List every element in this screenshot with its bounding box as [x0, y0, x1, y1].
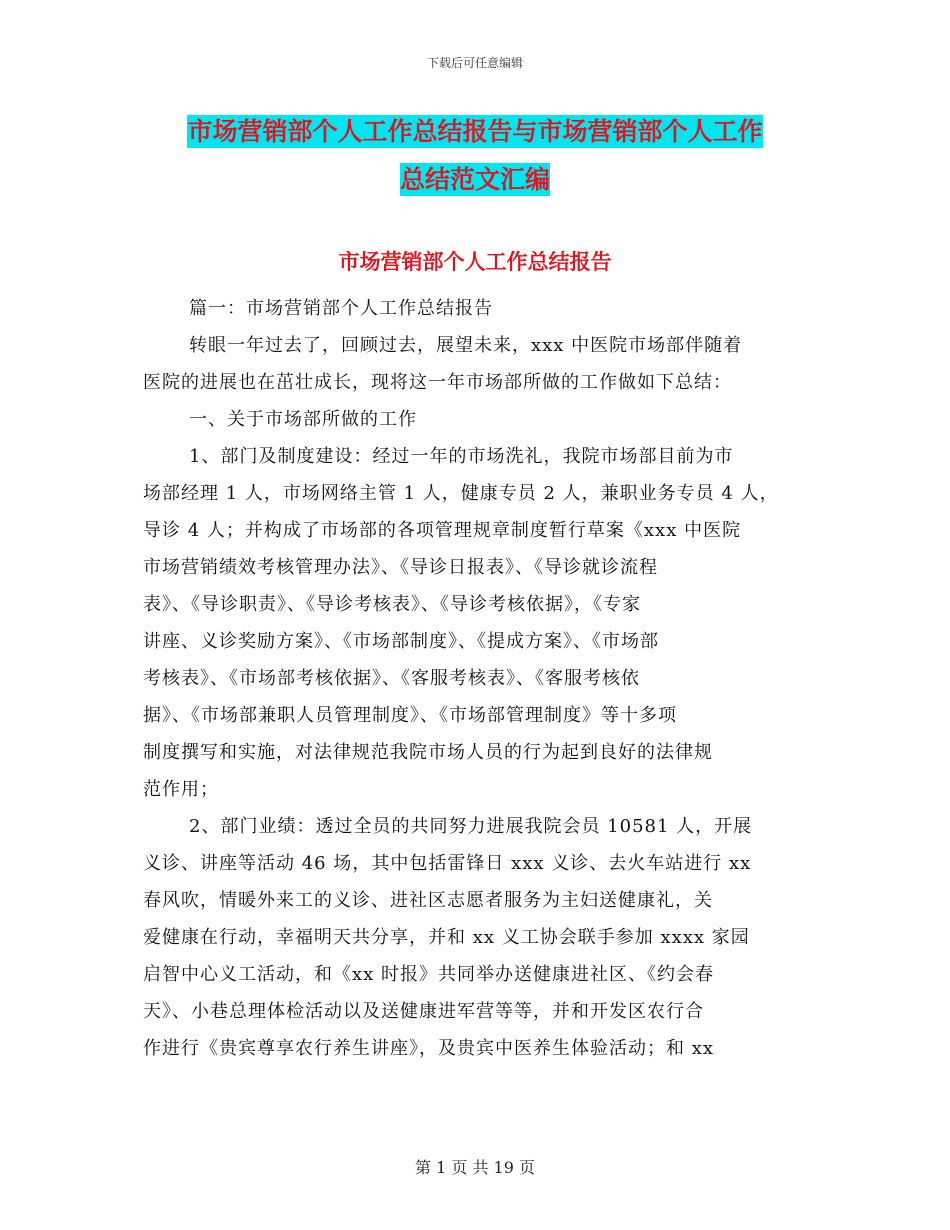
body-line: 市场营销绩效考核管理办法》、《导诊日报表》、《导诊就诊流程 — [143, 557, 658, 578]
body-line: 春风吹，情暖外来工的义诊、进社区志愿者服务为主妇送健康礼，关 — [143, 890, 713, 911]
body-line: 一、关于市场部所做的工作 — [189, 409, 417, 430]
section-title: 市场营销部个人工作总结报告 — [338, 250, 612, 274]
body-line: 考核表》、《市场部考核依据》、《客服考核表》、《客服考核依 — [143, 668, 640, 689]
body-line: 爱健康在行动，幸福明天共分享，并和 xx 义工协会联手参加 xxxx 家园 — [143, 927, 750, 948]
title-line-2: 总结范文汇编 — [399, 165, 550, 194]
body-line: 讲座、义诊奖励方案》、《市场部制度》、《提成方案》、《市场部 — [143, 631, 659, 652]
body-line: 天》、小巷总理体检活动以及送健康进军营等等，并和开发区农行合 — [143, 1001, 704, 1022]
body-line: 据》、《市场部兼职人员管理制度》、《市场部管理制度》等十多项 — [143, 705, 677, 726]
body-line: 启智中心义工活动，和《xx 时报》共同举办送健康进社区、《约会春 — [143, 964, 715, 985]
body-line: 场部经理 1 人，市场网络主管 1 人，健康专员 2 人，兼职业务专员 4 人， — [143, 483, 779, 504]
body-line: 作进行《贵宾尊享农行养生讲座》，及贵宾中医养生体验活动；和 xx — [143, 1038, 715, 1059]
body-line: 1、部门及制度建设：经过一年的市场洗礼，我院市场部目前为市 — [189, 446, 734, 467]
body-line: 导诊 4 人；并构成了市场部的各项管理规章制度暂行草案《xxx 中医院 — [143, 520, 742, 541]
header-note: 下载后可任意编辑 — [426, 56, 523, 70]
body-line: 范作用； — [143, 779, 219, 800]
body-line: 篇一：市场营销部个人工作总结报告 — [189, 298, 493, 319]
body-line: 转眼一年过去了，回顾过去，展望未来，xxx 中医院市场部伴随着 — [189, 335, 743, 356]
body-line: 医院的进展也在茁壮成长，现将这一年市场部所做的工作做如下总结： — [143, 372, 732, 393]
body-line: 2、部门业绩：透过全员的共同努力进展我院会员 10581 人，开展 — [189, 816, 753, 837]
body-line: 义诊、讲座等活动 46 场，其中包括雷锋日 xxx 义诊、去火车站进行 xx — [143, 853, 752, 874]
document-title — [120, 108, 830, 204]
page-footer: 第 1 页 共 19 页 — [415, 1158, 535, 1177]
body-line: 表》、《导诊职责》、《导诊考核表》、《导诊考核依据》，《专家 — [143, 594, 641, 615]
title-line-1: 市场营销部个人工作总结报告与市场营销部个人工作 — [187, 117, 763, 146]
body-line: 制度撰写和实施，对法律规范我院市场人员的行为起到良好的法律规 — [143, 742, 713, 763]
body-text — [143, 290, 811, 1067]
